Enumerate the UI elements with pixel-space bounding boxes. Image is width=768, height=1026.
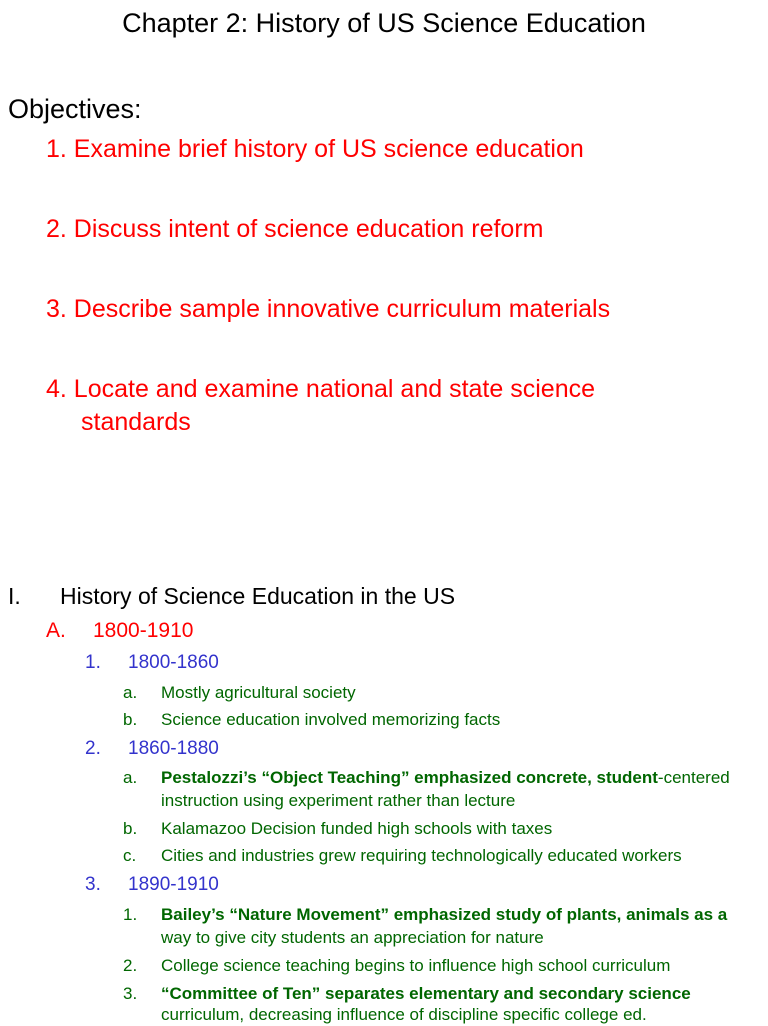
objective-number: 3. <box>46 295 67 323</box>
outline-item-bold-text: Bailey’s “Nature Movement” emphasized study of plants, animals as a <box>161 905 728 924</box>
outline-item-bold-text: “Committee of Ten” separates elementary and secondary science <box>161 984 691 1003</box>
outline-section-title: History of Science Education in the US <box>60 583 456 609</box>
outline-marker: A. <box>46 619 66 642</box>
objective-text: Locate and examine national and state science <box>66 375 595 403</box>
outline-item <box>123 766 763 812</box>
outline-period-title: 1860-1880 <box>128 738 219 759</box>
outline-subsection-title: 1800-1910 <box>93 619 194 642</box>
outline-marker: 2. <box>85 738 101 759</box>
objective-number: 4. <box>46 375 67 403</box>
outline-marker: a. <box>123 683 138 702</box>
objective-text-continued: standards <box>81 408 191 436</box>
outline-item-text <box>161 766 730 789</box>
outline-item-text-continued: instruction using experiment rather than lecture <box>161 791 516 810</box>
outline-marker: 1. <box>85 652 101 673</box>
outline-marker: a. <box>123 768 138 787</box>
outline-marker: c. <box>123 846 137 865</box>
outline-item <box>123 817 763 840</box>
objective-text: Describe sample innovative curriculum materials <box>66 295 611 323</box>
outline-item-text: Cities and industries grew requiring technologically educated workers <box>161 846 682 865</box>
outline-item-rest-text: -centered <box>657 768 730 787</box>
outline-item-text: Kalamazoo Decision funded high schools with taxes <box>161 819 553 838</box>
outline-period-title: 1890-1910 <box>128 874 219 895</box>
outline-marker: b. <box>123 710 138 729</box>
objective-number: 2. <box>46 215 67 243</box>
outline-period-title: 1800-1860 <box>128 652 219 673</box>
outline-period <box>85 737 485 761</box>
outline-item-text: College science teaching begins to influence high school curriculum <box>161 956 671 975</box>
outline-marker: 3. <box>85 874 101 895</box>
outline-subsection <box>46 618 646 644</box>
outline-marker: 2. <box>123 956 138 975</box>
outline-item-text: Mostly agricultural society <box>161 683 356 702</box>
objective-text: Discuss intent of science education reform <box>66 215 544 243</box>
outline-marker: 1. <box>123 905 138 924</box>
outline-period <box>85 651 485 675</box>
objective-item <box>46 373 595 439</box>
objective-text: Examine brief history of US science education <box>66 135 584 163</box>
outline-item <box>123 681 763 704</box>
objective-item <box>46 293 610 326</box>
outline-item <box>123 708 763 731</box>
outline-item <box>123 954 763 977</box>
outline-item <box>123 844 763 867</box>
outline-item-text-continued: way to give city students an appreciation for nature <box>161 928 544 947</box>
page-title: Chapter 2: History of US Science Education <box>122 8 646 38</box>
objectives-heading: Objectives: <box>8 94 142 124</box>
objective-item <box>46 213 543 246</box>
outline-item <box>123 982 763 1024</box>
outline-item-text: Science education involved memorizing facts <box>161 710 501 729</box>
outline-period <box>85 873 485 897</box>
outline-marker: b. <box>123 819 138 838</box>
outline-marker: I. <box>8 583 21 609</box>
objective-item <box>46 133 584 166</box>
outline-item-text-continued: curriculum, decreasing influence of discipline specific college ed. <box>161 1005 647 1024</box>
outline-section <box>8 582 708 610</box>
outline-marker: 3. <box>123 984 138 1003</box>
outline-item-bold-text: Pestalozzi’s “Object Teaching” emphasized concrete, student <box>161 768 658 787</box>
objective-number: 1. <box>46 135 67 163</box>
outline-item <box>123 903 763 949</box>
